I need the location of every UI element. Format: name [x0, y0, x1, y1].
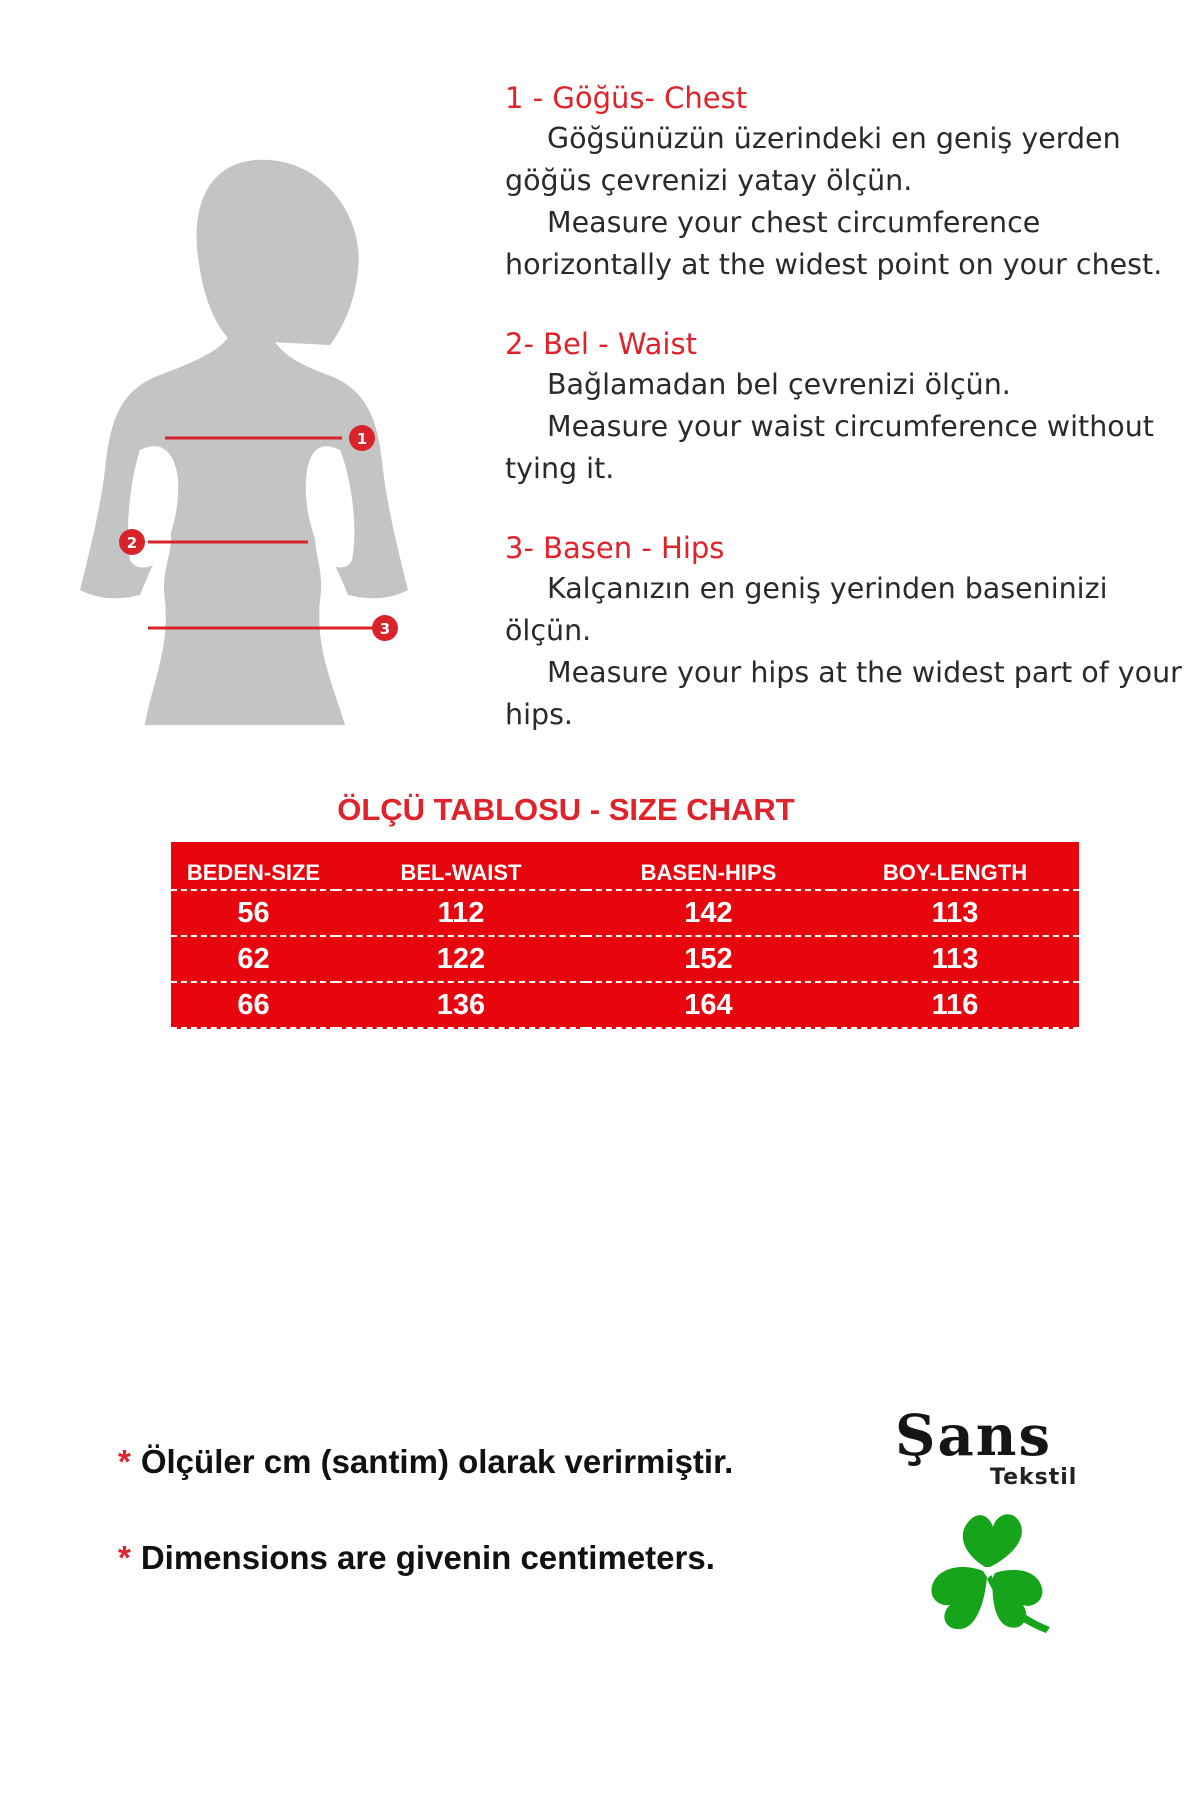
brand-sub: Tekstil	[990, 1465, 1078, 1490]
cell-hips: 142	[586, 890, 831, 936]
measurement-instructions	[505, 78, 1185, 774]
instruction-waist	[505, 324, 1185, 490]
header-waist: BEL-WAIST	[336, 842, 586, 890]
marker-1-label: 1	[356, 430, 368, 448]
brand-logo	[895, 1405, 1095, 1645]
cell-waist: 122	[336, 936, 586, 982]
cell-hips: 164	[586, 982, 831, 1028]
marker-3-label: 3	[379, 620, 391, 638]
size-chart-title: ÖLÇÜ TABLOSU - SIZE CHART	[337, 792, 795, 827]
note-text: Dimensions are givenin centimeters.	[140, 1539, 715, 1576]
instruction-turkish: Bağlamadan bel çevrenizi ölçün.	[547, 368, 1011, 401]
instruction-title: 2- Bel - Waist	[505, 327, 697, 361]
header-hips: BASEN-HIPS	[586, 842, 831, 890]
clover-icon	[925, 1505, 1065, 1640]
instruction-hips	[505, 528, 1185, 736]
instruction-turkish: Kalçanızın en geniş yerinden baseninizi ölçün.	[505, 572, 1108, 647]
instruction-chest	[505, 78, 1185, 286]
header-length: BOY-LENGTH	[831, 842, 1079, 890]
instruction-english: Measure your chest circumference horizontally at the widest point on your chest.	[505, 206, 1163, 281]
brand-name: Şans	[895, 1403, 1052, 1469]
cell-waist: 112	[336, 890, 586, 936]
silhouette-svg	[80, 150, 500, 730]
cell-hips: 152	[586, 936, 831, 982]
instruction-turkish: Göğsünüzün üzerindeki en geniş yerden göğüs çevrenizi yatay ölçün.	[505, 122, 1121, 197]
instruction-title: 3- Basen - Hips	[505, 531, 725, 565]
notes	[118, 1440, 733, 1580]
header-size: BEDEN-SIZE	[171, 842, 336, 890]
table-row	[171, 890, 1079, 936]
size-chart-table	[171, 842, 1079, 1029]
instruction-title: 1 - Göğüs- Chest	[505, 81, 748, 115]
cell-length: 113	[831, 936, 1079, 982]
table-header-row	[171, 842, 1079, 890]
asterisk-icon: *	[118, 1443, 131, 1480]
table-row	[171, 982, 1079, 1028]
cell-length: 116	[831, 982, 1079, 1028]
marker-2-label: 2	[126, 534, 138, 552]
instruction-english: Measure your waist circumference without tying it.	[505, 410, 1154, 485]
instruction-english: Measure your hips at the widest part of your hips.	[505, 656, 1182, 731]
body-measurement-figure	[80, 150, 500, 730]
table-row	[171, 936, 1079, 982]
cell-size: 62	[171, 936, 336, 982]
note-english	[118, 1536, 733, 1580]
cell-length: 113	[831, 890, 1079, 936]
cell-size: 66	[171, 982, 336, 1028]
note-turkish	[118, 1440, 733, 1484]
note-text: Ölçüler cm (santim) olarak verirmiştir.	[140, 1443, 734, 1480]
cell-size: 56	[171, 890, 336, 936]
asterisk-icon: *	[118, 1539, 131, 1576]
cell-waist: 136	[336, 982, 586, 1028]
